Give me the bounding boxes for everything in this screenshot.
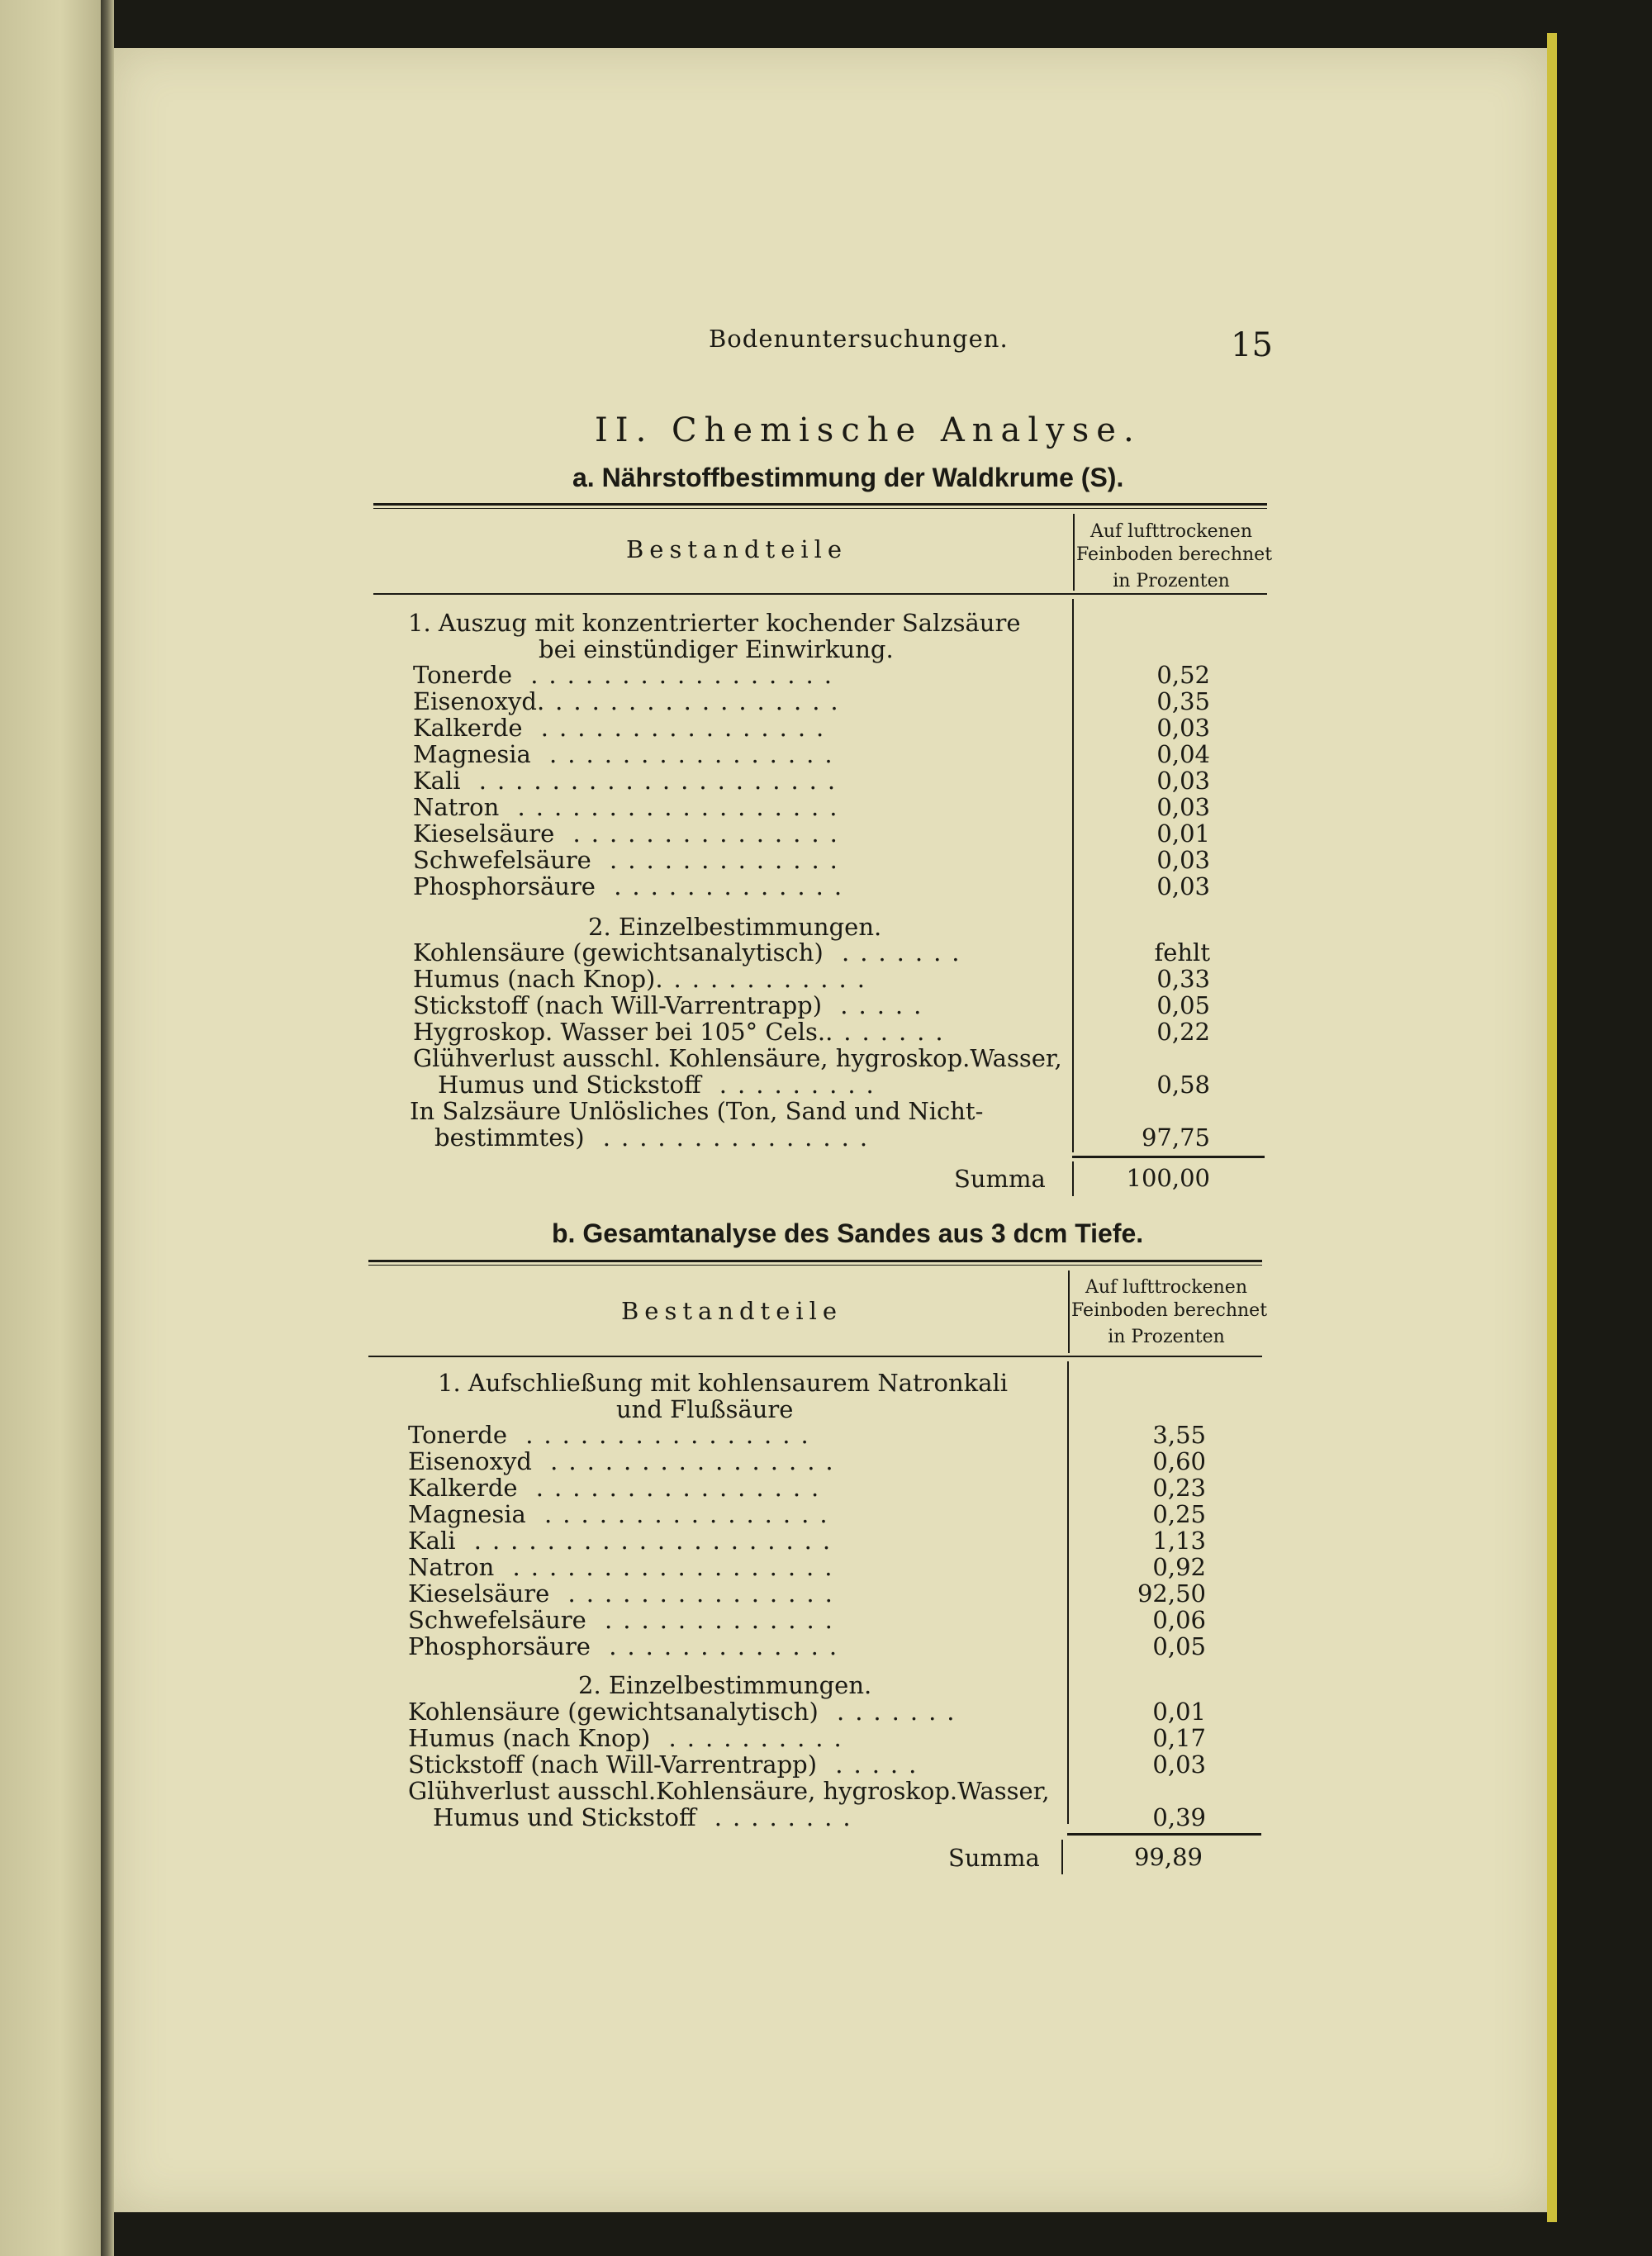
table-cell-value: 0,22 (1156, 1018, 1210, 1046)
table-cell-value: 0,58 (1156, 1071, 1210, 1099)
table-row: Hygroskop. Wasser bei 105° Cels........ (413, 1018, 954, 1046)
table-row: In Salzsäure Unlösliches (Ton, Sand und Nicht- (410, 1097, 984, 1125)
table-cell-value: 0,03 (1152, 1750, 1206, 1779)
facing-page-edge (0, 0, 101, 2256)
page-edge-gilt (1547, 33, 1557, 2222)
table-row: Schwefelsäure ............. (408, 1606, 843, 1634)
table-cell-value: 0,92 (1152, 1553, 1206, 1581)
table-cell-value: fehlt (1154, 938, 1210, 967)
table-row: Kali .................... (408, 1527, 842, 1555)
table-row: Kalkerde ................ (408, 1474, 830, 1502)
table-b-unit-label: Auf lufttrockenen Feinboden berechnet in Prozenten (1071, 1277, 1268, 1347)
table-b-sum-divider (1061, 1840, 1063, 1874)
table-a-unit-label: Auf lufttrockenen Feinboden berechnet in Prozenten (1076, 521, 1273, 591)
table-row: Kieselsäure ............... (413, 819, 848, 848)
table-b-header-divider (1068, 1270, 1070, 1353)
table-b-group1-heading: 1. Aufschließung mit kohlensaurem Natronkali (438, 1369, 1009, 1397)
table-row: Humus (nach Knop) .......... (408, 1724, 852, 1752)
table-row: Kali .................... (413, 767, 847, 795)
table-a-top-rule (373, 503, 1267, 506)
table-row: Phosphorsäure ............. (413, 872, 853, 900)
table-cell-value: 0,06 (1152, 1606, 1206, 1634)
table-row: Humus (nach Knop)............ (413, 965, 876, 993)
table-row-cont: Humus und Stickstoff ........ (433, 1803, 862, 1831)
sum-label: Summa (954, 1165, 1046, 1193)
table-cell-value: 0,52 (1156, 661, 1210, 689)
table-a-subtitle: a. Nährstoffbestimmung der Waldkrume (S). (572, 463, 1124, 492)
sum-value: 99,89 (1133, 1843, 1203, 1871)
sum-label: Summa (948, 1844, 1040, 1872)
table-a-sum-divider (1072, 1161, 1074, 1196)
table-cell-value: 0,03 (1156, 767, 1210, 795)
table-row: Glühverlust ausschl. Kohlensäure, hygroskop.Wasser, (413, 1044, 1062, 1072)
table-cell-value: 0,05 (1156, 991, 1210, 1019)
table-cell-value: 0,35 (1156, 687, 1210, 715)
table-a-header-rule (373, 593, 1267, 595)
table-cell-value: 0,60 (1152, 1447, 1206, 1475)
table-cell-value: 0,03 (1156, 872, 1210, 900)
table-b-column-divider (1067, 1361, 1069, 1824)
table-b-sum-rule (1067, 1833, 1261, 1836)
table-b-group2-heading: 2. Einzelbestimmungen. (578, 1671, 872, 1699)
table-row: Stickstoff (nach Will-Varrentrapp) ..... (413, 991, 933, 1019)
table-cell-value: 97,75 (1141, 1123, 1210, 1152)
table-cell-value: 0,23 (1152, 1474, 1206, 1502)
table-row: Natron .................. (408, 1553, 843, 1581)
book-gutter (101, 0, 114, 2256)
running-head: Bodenuntersuchungen. (709, 325, 1009, 353)
table-cell-value: 0,17 (1152, 1724, 1206, 1752)
table-row: Schwefelsäure ............. (413, 846, 848, 874)
table-a-group2-heading: 2. Einzelbestimmungen. (588, 913, 882, 941)
table-row: Glühverlust ausschl.Kohlensäure, hygroskop.Wasser, (408, 1777, 1050, 1805)
table-row: Kohlensäure (gewichtsanalytisch) ....... (408, 1698, 966, 1726)
table-cell-value: 0,25 (1152, 1500, 1206, 1528)
table-cell-value: 1,13 (1152, 1527, 1206, 1555)
table-row: Natron .................. (413, 793, 848, 821)
sum-value: 100,00 (1126, 1164, 1210, 1192)
table-cell-value: 0,33 (1156, 965, 1210, 993)
table-row: Kohlensäure (gewichtsanalytisch) ....... (413, 938, 971, 967)
table-a-top-rule-thin (373, 508, 1267, 509)
table-cell-value: 3,55 (1152, 1421, 1206, 1449)
table-row-cont: Humus und Stickstoff ......... (438, 1071, 885, 1099)
table-b-group1-heading-cont: und Flußsäure (616, 1395, 794, 1423)
section-title: II. Chemische Analyse. (595, 411, 1142, 449)
table-a-column-head: Bestandteile (626, 535, 848, 563)
table-a-sum-rule (1072, 1156, 1265, 1158)
table-row: Tonerde ................ (408, 1421, 819, 1449)
table-row: Tonerde ................. (413, 661, 843, 689)
table-cell-value: 0,01 (1156, 819, 1210, 848)
table-cell-value: 0,04 (1156, 740, 1210, 768)
table-a-column-divider (1072, 599, 1074, 1152)
page-number: 15 (1231, 326, 1273, 364)
table-b-top-rule-thin (368, 1265, 1262, 1266)
table-cell-value: 0,05 (1152, 1632, 1206, 1660)
table-cell-value: 0,03 (1156, 846, 1210, 874)
table-cell-value: 0,03 (1156, 793, 1210, 821)
table-row: Magnesia ................ (408, 1500, 838, 1528)
table-cell-value: 0,03 (1156, 714, 1210, 742)
table-b-header-rule (368, 1356, 1262, 1357)
table-cell-value: 0,01 (1152, 1698, 1206, 1726)
table-row-cont: bestimmtes) ............... (434, 1123, 879, 1152)
table-row: Kalkerde ................ (413, 714, 835, 742)
table-a-header-divider (1073, 514, 1075, 591)
table-cell-value: 92,50 (1137, 1579, 1206, 1608)
table-cell-value: 0,39 (1152, 1803, 1206, 1831)
table-a-group1-heading: 1. Auszug mit konzentrierter kochender Salzsäure (408, 609, 1021, 637)
table-row: Eisenoxyd ................ (408, 1447, 844, 1475)
table-b-subtitle: b. Gesamtanalyse des Sandes aus 3 dcm Tiefe. (552, 1218, 1144, 1248)
table-a-group1-heading-cont: bei einstündiger Einwirkung. (539, 635, 894, 663)
table-row: Magnesia ................ (413, 740, 843, 768)
table-row: Kieselsäure ............... (408, 1579, 843, 1608)
table-row: Eisenoxyd................. (413, 687, 849, 715)
table-b-top-rule (368, 1260, 1262, 1262)
table-row: Phosphorsäure ............. (408, 1632, 848, 1660)
table-row: Stickstoff (nach Will-Varrentrapp) ..... (408, 1750, 928, 1779)
table-b-column-head: Bestandteile (621, 1297, 843, 1325)
